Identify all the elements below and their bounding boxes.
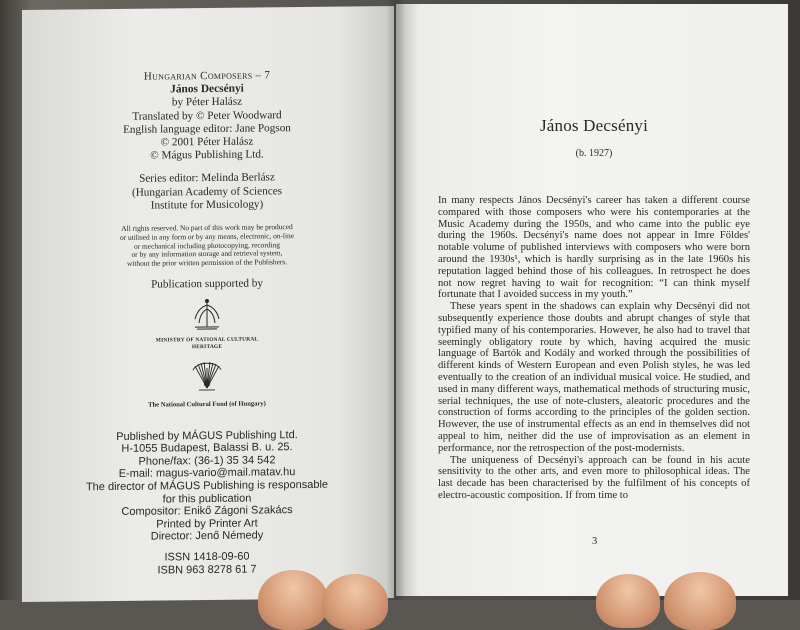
pub-line: for this publication xyxy=(62,491,352,507)
chapter-title: János Decsényi xyxy=(438,116,750,136)
isbn-line: ISBN 963 8278 61 7 xyxy=(62,562,352,578)
editor-line: English language editor: Jane Pogson xyxy=(62,121,352,137)
rights-line: or mechanical including photocopying, recording xyxy=(62,240,352,252)
book-gutter xyxy=(386,0,406,600)
series-editor: Series editor: Melinda Berlász xyxy=(62,171,352,187)
series-editor-block xyxy=(62,171,352,214)
rights-line: or utilised in any form or by any means, electronic, on-line xyxy=(62,231,352,243)
paragraph: These years spent in the shadows can explain why Decsényi did not subsequently experience those doubts and abrupt changes of style that typified many of his contemporaries. However, he also had to travel that seemingly obligatory route by which, having acquired the music language of Bartók and Kodály and worked through the possibilities of different kinds of Western European and even Polish styles, he was led eventually to the creation of an individual musical voice. He studied, and used in many different ways, mathematical methods of structuring music, serial techniques, the use of note-clusters, aleatoric procedures and the construction of forms according to the principles of the golden section. However, the use of instrumental effects as an end in themselves did not appeal to him, neither did the use of improvisation as an element in performance, nor the retrospection of the post-modernists. xyxy=(438,301,750,454)
thumb-right-1 xyxy=(596,574,660,628)
colophon xyxy=(62,68,352,577)
ministry-line: HERITAGE xyxy=(62,342,352,351)
translator-line: Translated by © Peter Woodward xyxy=(62,108,352,124)
issn-line: ISSN 1418-09-60 xyxy=(62,549,352,565)
series-title: Hungarian Composers – 7 xyxy=(62,68,352,84)
academy-line: (Hungarian Academy of Sciences xyxy=(62,184,352,200)
right-page xyxy=(396,4,788,596)
cultural-fund-name: The National Cultural Fund (of Hungary) xyxy=(62,397,352,413)
thumb-left-2 xyxy=(322,574,388,630)
ministry-logo-icon xyxy=(187,297,227,331)
rights-line: or by any information storage and retrieval system, xyxy=(62,249,352,261)
copyright-publisher: © Mágus Publishing Ltd. xyxy=(62,148,352,164)
rights-line: without the prior written permission of the Publishers. xyxy=(62,258,352,270)
chapter-body xyxy=(438,195,750,502)
pub-line: Compositor: Enikő Zágoni Szakács xyxy=(62,504,352,520)
thumb-right-2 xyxy=(664,572,736,630)
supported-by: Publication supported by xyxy=(62,277,352,293)
pub-line: The director of MÁGUS Publishing is responsable xyxy=(62,479,352,495)
page-number: 3 xyxy=(592,536,597,547)
book-title: János Decsényi xyxy=(62,82,352,98)
author-line: by Péter Halász xyxy=(62,95,352,111)
institute-line: Institute for Musicology) xyxy=(62,197,352,213)
pub-line: Printed by Printer Art xyxy=(62,516,352,532)
chapter xyxy=(438,116,750,502)
chapter-dates: (b. 1927) xyxy=(438,148,750,159)
pub-line: Phone/fax: (36-1) 35 34 542 xyxy=(62,453,352,469)
ministry-name xyxy=(62,336,352,352)
publication-info xyxy=(62,428,352,578)
ministry-line: MINISTRY OF NATIONAL CULTURAL xyxy=(62,336,352,345)
paragraph: In many respects János Decsényi's career has taken a different course compared with those composers who were his contemporaries at the Music Academy during the 1950s, and who came into the public eye during the 1960s. Decsényi's name does not appear in Imre Földes' notable volume of published interviews with composers who were born around the 1930s¹, which is hardly surprising as in the late 1960s his reputation lagged behind those of his colleagues. In retrospect he does not now regret having to wait for recognition: “I can think myself fortunate that I avoided success in my youth.” xyxy=(438,195,750,301)
copyright-author: © 2001 Péter Halász xyxy=(62,135,352,151)
paragraph: The uniqueness of Decsényi's approach can be found in his acute sensitivity to the other arts, and even more to philosophical ideas. The last decade has been characterised by the fulfilment of his concepts of electro-acoustic composition. If from time to xyxy=(438,455,750,502)
thumb-left-1 xyxy=(258,570,328,630)
pub-line: Director: Jenő Némedy xyxy=(62,529,352,545)
cultural-fund-logo-icon xyxy=(189,358,225,392)
pub-line: H-1055 Budapest, Balassi B. u. 25. xyxy=(62,441,352,457)
left-page xyxy=(22,6,394,602)
pub-line: E-mail: magus-vario@mail.matav.hu xyxy=(62,466,352,482)
rights-notice xyxy=(62,223,352,270)
pub-line: Published by MÁGUS Publishing Ltd. xyxy=(62,428,352,444)
rights-line: All rights reserved. No part of this work may be produced xyxy=(62,223,352,235)
